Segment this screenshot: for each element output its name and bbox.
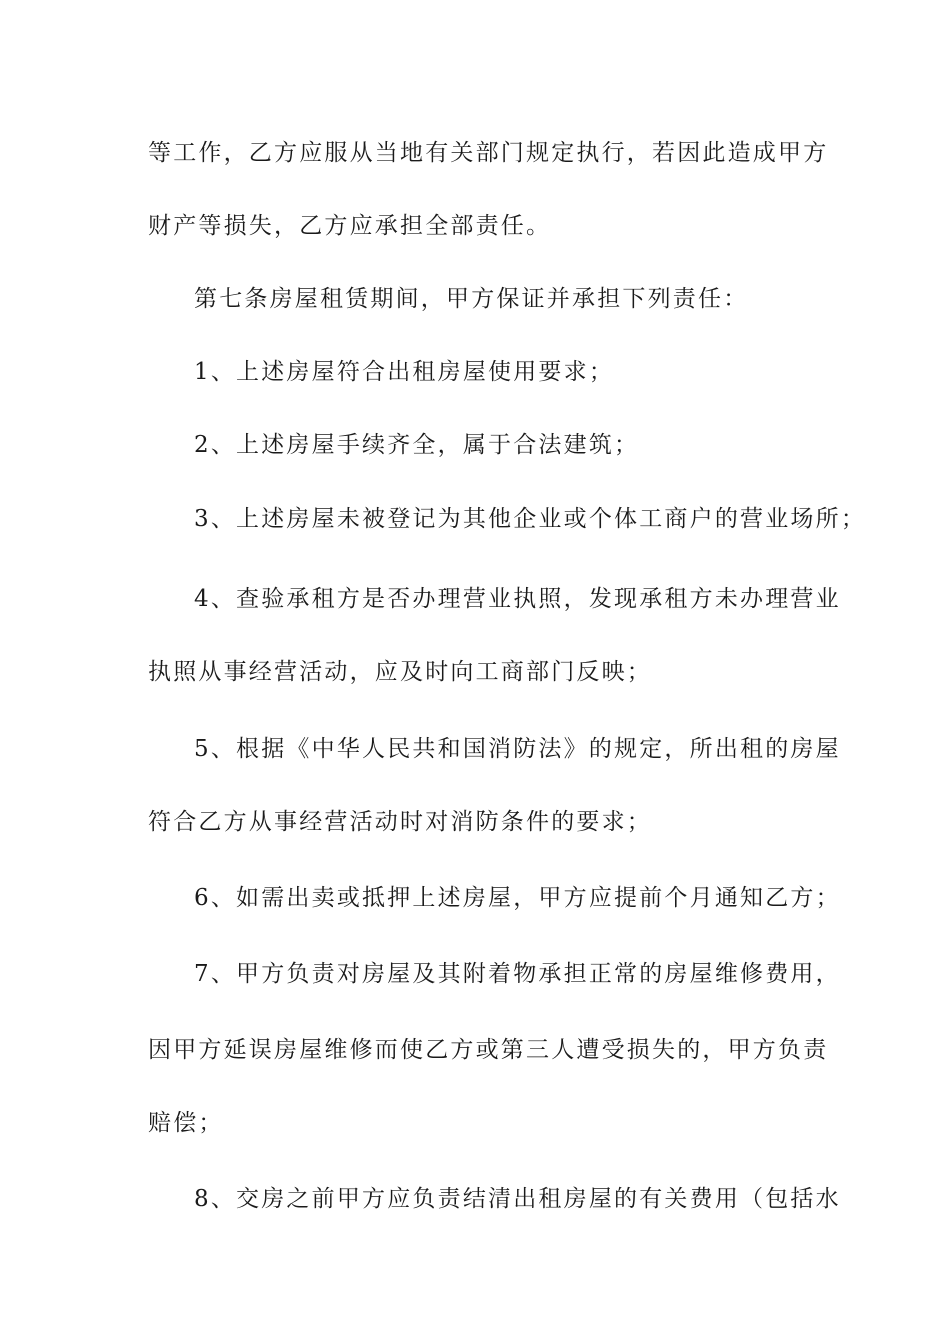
list-item: 8、交房之前甲方应负责结清出租房屋的有关费用（包括水 xyxy=(194,1186,841,1212)
list-item: 6、如需出卖或抵押上述房屋，甲方应提前个月通知乙方； xyxy=(194,885,841,911)
list-item: 2、上述房屋手续齐全，属于合法建筑； xyxy=(194,432,640,458)
text-line: 因甲方延误房屋维修而使乙方或第三人遭受损失的，甲方负责 xyxy=(148,1037,829,1063)
list-item: 5、根据《中华人民共和国消防法》的规定，所出租的房屋 xyxy=(194,736,841,762)
article-heading: 第七条房屋租赁期间，甲方保证并承担下列责任： xyxy=(194,286,749,312)
text-line: 执照从事经营活动，应及时向工商部门反映； xyxy=(148,659,652,685)
text-line: 赔偿； xyxy=(148,1110,224,1136)
text-line: 财产等损失，乙方应承担全部责任。 xyxy=(148,213,552,239)
list-item: 1、上述房屋符合出租房屋使用要求； xyxy=(194,359,615,385)
text-line: 符合乙方从事经营活动时对消防条件的要求； xyxy=(148,809,652,835)
list-item: 3、上述房屋未被登记为其他企业或个体工商户的营业场所； xyxy=(194,506,867,532)
list-item: 7、甲方负责对房屋及其附着物承担正常的房屋维修费用， xyxy=(194,961,841,987)
text-line: 等工作，乙方应服从当地有关部门规定执行，若因此造成甲方 xyxy=(148,140,829,166)
list-item: 4、查验承租方是否办理营业执照，发现承租方未办理营业 xyxy=(194,586,841,612)
